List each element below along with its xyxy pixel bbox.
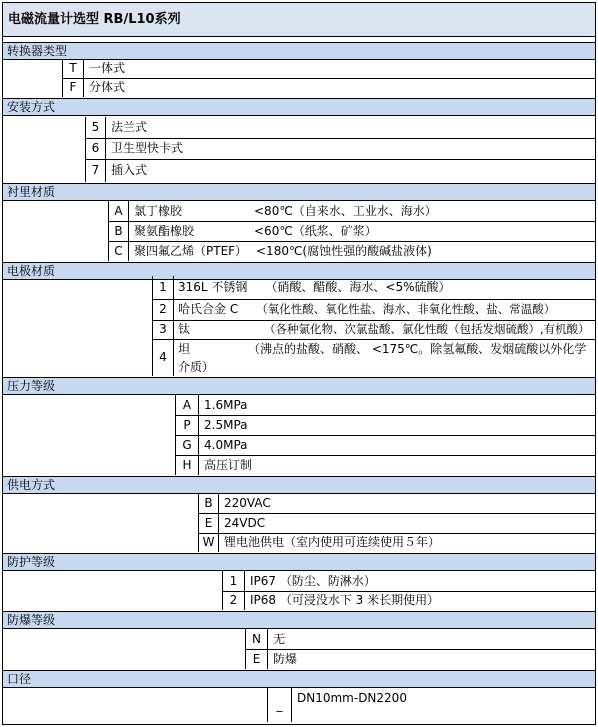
option-description: 锂电池供电（室内使用可连续使用５年） — [224, 535, 441, 549]
section-header: 供电方式 — [3, 476, 595, 494]
option-note: <60℃（纸浆、矿浆） — [254, 224, 377, 238]
option-code: A — [182, 398, 192, 412]
section-header: 防护等级 — [3, 553, 595, 571]
option-description: 4.0MPa — [204, 438, 248, 452]
option-code: B — [114, 224, 123, 238]
option-description: 1.6MPa — [204, 398, 248, 412]
option-description: IP67 （防尘、防淋水） — [250, 574, 376, 588]
option-code: 7 — [91, 163, 100, 177]
option-code: G — [182, 438, 192, 452]
option-description: 分体式 — [89, 80, 126, 94]
option-description: 2.5MPa — [204, 418, 248, 432]
option-code: 4 — [159, 350, 167, 364]
option-description: 法兰式 — [111, 120, 148, 134]
option-description: 氯丁橡胶 — [134, 204, 183, 218]
option-description: 卫生型快卡式 — [111, 141, 184, 155]
option-code: W — [202, 535, 215, 549]
section-header: 转换器类型 — [3, 42, 595, 60]
option-description: IP68 （可浸没水下 3 米长期使用） — [250, 593, 440, 607]
option-code: _ — [276, 698, 283, 712]
option-description: DN10mm-DN2200 — [297, 691, 407, 705]
option-code: 2 — [159, 302, 167, 316]
section-header: 防爆等级 — [3, 611, 595, 629]
option-code: E — [252, 652, 261, 666]
selection-table — [2, 2, 596, 725]
option-description: 聚四氟乙烯（PTEF） — [134, 244, 248, 258]
option-description: 聚氨酯橡胶 — [134, 224, 195, 238]
option-note: <80℃（自来水、工业水、海水） — [254, 204, 437, 218]
option-code: 2 — [229, 593, 238, 607]
option-description: 哈氏合金 C — [178, 302, 239, 316]
option-code: T — [69, 61, 77, 75]
option-description: 无 — [273, 632, 286, 646]
option-code: P — [183, 418, 191, 432]
option-row-text — [178, 340, 596, 377]
option-code: 5 — [91, 120, 100, 134]
option-code: C — [114, 244, 123, 258]
option-description: 316L 不锈钢 — [178, 280, 248, 294]
section-header: 口径 — [3, 670, 595, 688]
column-divider — [128, 201, 129, 261]
option-row-text — [178, 276, 596, 299]
section-header: 压力等级 — [3, 377, 595, 395]
option-description: 防爆 — [273, 652, 298, 666]
option-description: 220VAC — [224, 496, 271, 510]
option-code: N — [252, 632, 261, 646]
option-description: 高压订制 — [204, 458, 253, 472]
option-code: 3 — [159, 322, 167, 336]
option-note: （沸点的盐酸、硝酸、 <175℃。除氢氟酸、发烟硫酸以外化学介质） — [178, 342, 587, 374]
page-title: 电磁流量计选型 RB/L10系列 — [3, 3, 595, 37]
option-code: B — [204, 496, 213, 510]
option-code: F — [69, 80, 77, 94]
option-description: 钛 — [178, 322, 191, 336]
option-note: （硝酸、醋酸、海水、<5%硫酸） — [265, 280, 451, 294]
option-description: 24VDC — [224, 516, 266, 530]
option-note: （各种氯化物、次氯盐酸、氯化性酸（包括发烟硫酸）,有机酸） — [264, 322, 590, 336]
option-code: 6 — [91, 141, 100, 155]
option-description: 一体式 — [89, 61, 126, 75]
option-row-text — [178, 320, 596, 339]
column-divider — [105, 117, 106, 182]
section-header: 衬里材质 — [3, 183, 595, 201]
section-header: 安装方式 — [3, 98, 595, 116]
option-note: （氧化性酸、氧化性盐、海水、非氧化性酸、盐、常温酸） — [256, 302, 556, 316]
option-code: A — [114, 204, 123, 218]
section-header: 电极材质 — [3, 262, 595, 280]
option-code: 1 — [159, 280, 167, 294]
option-code: H — [182, 458, 192, 472]
column-divider — [173, 276, 174, 376]
option-code: 1 — [229, 574, 238, 588]
option-description: 插入式 — [111, 163, 148, 177]
option-note: <180℃(腐蚀性强的酸碱盐液体) — [256, 244, 432, 258]
column-divider — [218, 493, 219, 552]
option-description: 坦 — [178, 342, 191, 356]
option-row-text — [178, 299, 596, 320]
option-code: E — [204, 516, 213, 530]
column-divider — [291, 688, 292, 722]
